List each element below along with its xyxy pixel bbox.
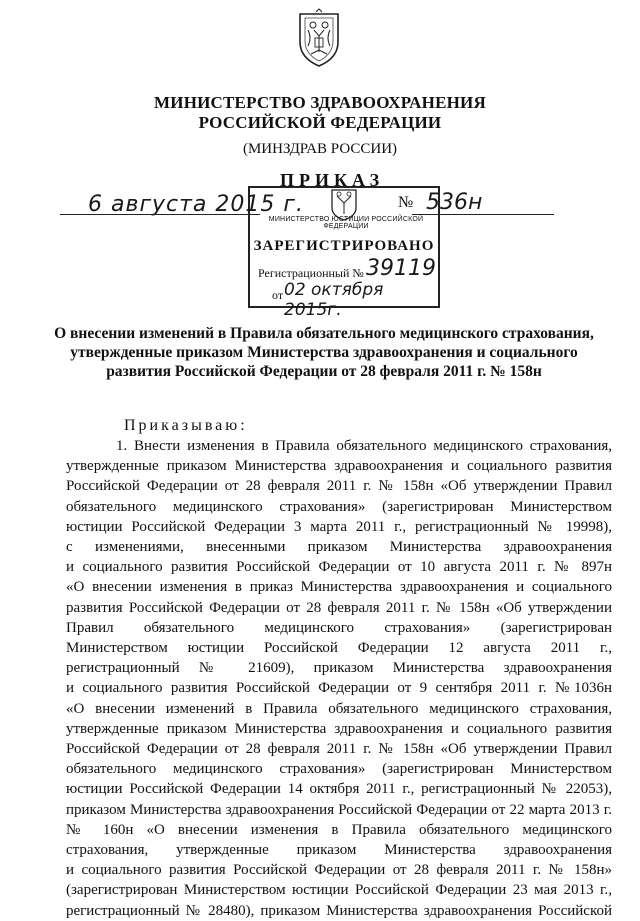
order-body-text (66, 436, 612, 921)
body-line: страхования, утвержденные приказом Министерства здравоохранения (66, 842, 612, 859)
body-line: «О внесении изменений в Правила обязательного медицинского страхования, (66, 700, 612, 717)
stamp-from-label: от (272, 288, 284, 302)
body-line: Российской Федерации от 28 февраля 2011 г. № 158н «Об утверждении Правил (66, 478, 612, 495)
body-line: обязательного медицинского страхования» (зарегистрирован Министерством (66, 498, 612, 515)
stamp-reg-number-handwritten: 39119 (366, 256, 436, 281)
body-line: развития Российской Федерации от 28 февраля 2011 г. № 158н «Об утверждении (66, 599, 612, 616)
body-line: Российской Федерации от 28 февраля 2011 г. № 158н «Об утверждении Правил (66, 741, 612, 758)
body-line: «О внесении изменения в приказ Министерства здравоохранения и социального (66, 579, 612, 596)
body-line: регистрационный № 28480), приказом Министерства здравоохранения Российской (66, 902, 612, 919)
body-line: и социального развития Российской Федерации от 28 февраля 2011 г. № 158н» (66, 862, 612, 879)
body-line: и социального развития Российской Федерации от 10 августа 2011 г. № 897н (66, 559, 612, 576)
body-line: 1. Внести изменения в Правила обязательного медицинского страхования, (116, 438, 612, 454)
stamp-reg-number-label: Регистрационный № (258, 266, 364, 280)
stamp-reg-date-handwritten: 02 октября 2015г. (284, 280, 384, 320)
body-line: обязательного медицинского страхования» (зарегистрирован Министерством (66, 761, 612, 778)
body-line: с изменениями, внесенными приказом Министерства здравоохранения (66, 539, 612, 556)
body-line: Правил обязательного медицинского страхования» (зарегистрирован (66, 619, 612, 636)
order-number-label: № (398, 194, 414, 211)
ministry-name-line2: РОССИЙСКОЙ ФЕДЕРАЦИИ (198, 113, 442, 132)
russian-coat-of-arms-icon (296, 8, 342, 68)
stamp-registered-label: ЗАРЕГИСТРИРОВАНО (253, 238, 435, 254)
order-number-handwritten: 536н (426, 190, 483, 215)
body-line: (зарегистрирован Министерством юстиции Российской Федерации 23 мая 2013 г., (66, 882, 612, 899)
body-line: юстиции Российской Федерации 14 октября 2011 г., регистрационный № 22053), (66, 781, 612, 798)
body-line: юстиции Российской Федерации 3 марта 2011 г., регистрационный № 19998), (66, 518, 612, 535)
order-word: ПРИКАЗ (280, 170, 385, 190)
ministry-abbreviation: (МИНЗДРАВ РОССИИ) (242, 141, 398, 157)
body-line: приказом Министерства здравоохранения Российской Федерации от 22 марта 2013 г. (66, 801, 612, 818)
body-line: № 160н «О внесении изменения в Правила обязательного медицинского (66, 821, 612, 838)
order-date-handwritten: 6 августа 2015 г. (88, 192, 304, 217)
order-number-underline (412, 214, 554, 215)
body-line: и социального развития Российской Федерации от 9 сентября 2011 г. №1036н (66, 680, 612, 697)
document-title: О внесении изменений в Правила обязательного медицинского страхования, утвержденные приказом Министерства здравоохранения и социального развития Российской Федерации от 28 февраля 2011 г. № 158н (54, 325, 594, 380)
stamp-ministry-of-justice: МИНИСТЕРСТВО ЮСТИЦИИ РОССИЙСКОЙ ФЕДЕРАЦИИ (268, 216, 424, 230)
prikazyvayu-heading: Приказываю: (124, 417, 248, 434)
body-line: утвержденные приказом Министерства здравоохранения и социального развития (66, 458, 612, 475)
body-line: Министерством юстиции Российской Федерации 12 августа 2011 г., (66, 640, 612, 657)
order-date-underline (60, 214, 260, 215)
ministry-name-line1: МИНИСТЕРСТВО ЗДРАВООХРАНЕНИЯ (154, 93, 486, 112)
body-line: регистрационный № 21609), приказом Министерства здравоохранения (66, 660, 612, 677)
body-line: утвержденные приказом Министерства здравоохранения и социального развития (66, 720, 612, 737)
